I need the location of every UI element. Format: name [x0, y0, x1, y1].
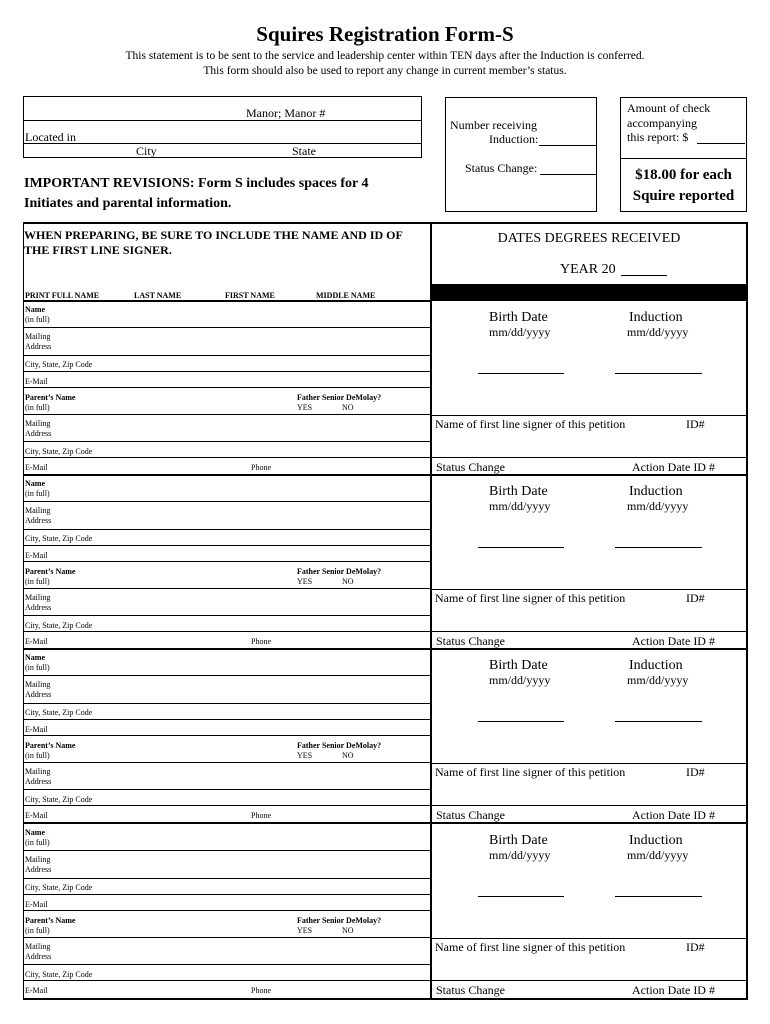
entry-3-birth-date-label: Birth Date — [489, 658, 548, 673]
entry-3-email-label: E-Mail — [25, 725, 48, 734]
entry-4-induction-date-format: mm/dd/yyyy — [627, 848, 689, 862]
entry-1-address-field[interactable] — [23, 355, 431, 356]
entry-2-city-field[interactable] — [23, 545, 431, 546]
manor-label: Manor; Manor # — [246, 106, 326, 120]
entry-3-parent-city-field[interactable] — [23, 805, 431, 806]
entry-1-induction-date-format: mm/dd/yyyy — [627, 325, 689, 339]
important-revisions: IMPORTANT REVISIONS: Form S includes spaces for 4 Initiates and parental information. — [24, 176, 369, 211]
entry-2-city-state-zip-label: City, State, Zip Code — [25, 534, 93, 543]
entry-2-name-label: Name — [25, 479, 45, 488]
entry-4-father-senior-label: Father Senior DeMolay? — [297, 916, 382, 925]
entry-2-induction-date-format: mm/dd/yyyy — [627, 499, 689, 513]
amount-label-2: accompanying — [627, 116, 697, 130]
entry-3-parent-address-label: Address — [25, 777, 52, 786]
preparing-note: WHEN PREPARING, BE SURE TO INCLUDE THE NAME AND ID OF THE FIRST LINE SIGNER. — [24, 228, 403, 257]
entry-4-email-field[interactable] — [23, 910, 431, 911]
entry-1-parent-address-label: Address — [25, 429, 52, 438]
entry-1-in-full-label: (in full) — [25, 315, 50, 324]
amount-label-1: Amount of check — [627, 101, 711, 115]
entry-2-in-full-label: (in full) — [25, 489, 50, 498]
entry-1-address-label: Address — [25, 342, 52, 351]
entry-1-father-senior-label: Father Senior DeMolay? — [297, 393, 382, 402]
manor-field[interactable] — [23, 120, 422, 121]
induction-count-label: Induction: — [489, 132, 539, 146]
year-field[interactable] — [621, 275, 667, 276]
price-line-2: Squire reported — [632, 188, 735, 204]
entry-2-email-label: E-Mail — [25, 551, 48, 560]
entry-1-city-field[interactable] — [23, 371, 431, 372]
entry-3-parent-city-label: City, State, Zip Code — [25, 795, 93, 804]
entry-3-email-field[interactable] — [23, 735, 431, 736]
entry-2-mailing-label: Mailing — [25, 506, 51, 515]
entry-1-name-label: Name — [25, 305, 45, 314]
entry-4-city-field[interactable] — [23, 894, 431, 895]
entry-2-induction-label: Induction — [629, 484, 683, 499]
entry-4-address-field[interactable] — [23, 878, 431, 879]
header-black-bar — [431, 284, 747, 301]
entry-3-name-label: Name — [25, 653, 45, 662]
main-frame-left — [23, 222, 24, 1000]
subtitle-line-2: This form should also be used to report any change in current member’s status. — [203, 65, 567, 77]
entry-4-parents-name-field[interactable] — [23, 937, 431, 938]
entry-4-parent-email-label: E-Mail — [25, 986, 48, 995]
entry-4-parent-mailing-label: Mailing — [25, 942, 51, 951]
entry-1-induction-date-field[interactable] — [615, 373, 702, 374]
entry-1-signer-id-label: ID# — [686, 417, 705, 431]
entry-2-address-label: Address — [25, 516, 52, 525]
entry-1-birth-date-field[interactable] — [478, 373, 564, 374]
entry-2-parents-in-full-label: (in full) — [25, 577, 50, 586]
located-label: Located in — [25, 130, 76, 144]
entry-4-action-date-id-label: Action Date ID # — [632, 983, 715, 997]
entry-1-no-option: NO — [342, 403, 354, 412]
entry-1-parents-in-full-label: (in full) — [25, 403, 50, 412]
number-receiving-label: Number receiving — [450, 118, 537, 132]
entry-2-separator — [23, 648, 748, 650]
entry-2-parent-address-field[interactable] — [23, 615, 431, 616]
entry-2-induction-date-field[interactable] — [615, 547, 702, 548]
entry-2-parent-email-label: E-Mail — [25, 637, 48, 646]
amount-field[interactable] — [697, 143, 745, 144]
entry-1-status-divider — [431, 457, 747, 458]
entry-2-signer-id-label: ID# — [686, 591, 705, 605]
entry-2-parents-name-field[interactable] — [23, 588, 431, 589]
entry-3-induction-date-format: mm/dd/yyyy — [627, 673, 689, 687]
col-first-name: FIRST NAME — [225, 291, 275, 300]
entry-4-status-divider — [431, 980, 747, 981]
number-receiving-box — [445, 97, 597, 212]
entry-2-phone-label: Phone — [251, 637, 271, 646]
entry-1-status-change-label: Status Change — [436, 460, 505, 474]
city-label: City — [136, 144, 157, 158]
entry-3-parents-name-field[interactable] — [23, 762, 431, 763]
column-header-underline — [23, 300, 431, 302]
entry-4-name-field[interactable] — [23, 850, 431, 851]
col-middle-name: MIDDLE NAME — [316, 291, 376, 300]
entry-2-father-senior-label: Father Senior DeMolay? — [297, 567, 382, 576]
entry-4-email-label: E-Mail — [25, 900, 48, 909]
entry-3-address-field[interactable] — [23, 703, 431, 704]
entry-2-signer-divider — [431, 589, 747, 590]
entry-1-city-state-zip-label: City, State, Zip Code — [25, 360, 93, 369]
entry-4-parents-name-label: Parent’s Name — [25, 916, 76, 925]
entry-3-parent-address-field[interactable] — [23, 789, 431, 790]
dates-header: DATES DEGREES RECEIVED — [497, 231, 681, 246]
price-line-1: $18.00 for each — [635, 167, 732, 183]
entry-1-first-line-signer-label: Name of first line signer of this petition — [435, 417, 626, 431]
entry-3-address-label: Address — [25, 690, 52, 699]
subtitle-line-1: This statement is to be sent to the service and leadership center within TEN days after the Induction is conferred. — [125, 50, 645, 62]
entry-4-in-full-label: (in full) — [25, 838, 50, 847]
entry-1-parent-city-label: City, State, Zip Code — [25, 447, 93, 456]
entry-3-city-state-zip-label: City, State, Zip Code — [25, 708, 93, 717]
entry-3-parent-email-label: E-Mail — [25, 811, 48, 820]
entry-4-parents-in-full-label: (in full) — [25, 926, 50, 935]
entry-1-name-field[interactable] — [23, 327, 431, 328]
col-last-name: LAST NAME — [134, 291, 182, 300]
entry-4-no-option: NO — [342, 926, 354, 935]
entry-1-parent-email-label: E-Mail — [25, 463, 48, 472]
entry-2-parent-city-label: City, State, Zip Code — [25, 621, 93, 630]
entry-3-phone-label: Phone — [251, 811, 271, 820]
amount-divider — [620, 158, 747, 159]
entry-4-parent-city-label: City, State, Zip Code — [25, 970, 93, 979]
entry-1-birth-date-label: Birth Date — [489, 310, 548, 325]
entry-2-parent-city-field[interactable] — [23, 631, 431, 632]
entry-2-yes-option: YES — [297, 577, 313, 586]
entry-1-separator — [23, 474, 748, 476]
entry-1-parent-city-field[interactable] — [23, 457, 431, 458]
entry-4-parent-address-label: Address — [25, 952, 52, 961]
entry-3-mailing-label: Mailing — [25, 680, 51, 689]
entry-1-parents-name-label: Parent’s Name — [25, 393, 76, 402]
entry-4-first-line-signer-label: Name of first line signer of this petition — [435, 940, 626, 954]
manor-box — [23, 96, 422, 158]
entry-4-yes-option: YES — [297, 926, 313, 935]
entry-2-no-option: NO — [342, 577, 354, 586]
entry-3-action-date-id-label: Action Date ID # — [632, 808, 715, 822]
entry-4-mailing-label: Mailing — [25, 855, 51, 864]
entry-1-parents-name-field[interactable] — [23, 414, 431, 415]
entry-4-birth-date-label: Birth Date — [489, 833, 548, 848]
state-label: State — [292, 144, 316, 158]
entry-3-yes-option: YES — [297, 751, 313, 760]
entry-2-birth-date-label: Birth Date — [489, 484, 548, 499]
entry-4-induction-label: Induction — [629, 833, 683, 848]
entry-1-birth-date-format: mm/dd/yyyy — [489, 325, 551, 339]
entry-2-parents-name-label: Parent’s Name — [25, 567, 76, 576]
entry-1-parent-mailing-label: Mailing — [25, 419, 51, 428]
induction-count-field[interactable] — [539, 145, 596, 146]
entry-3-signer-divider — [431, 763, 747, 764]
entry-2-parent-address-label: Address — [25, 603, 52, 612]
year-label: YEAR 20 — [560, 262, 616, 277]
entry-1-phone-label: Phone — [251, 463, 271, 472]
entry-3-birth-date-field[interactable] — [478, 721, 564, 722]
entry-3-no-option: NO — [342, 751, 354, 760]
entry-1-email-label: E-Mail — [25, 377, 48, 386]
col-print-full-name: PRINT FULL NAME — [25, 291, 100, 300]
entry-4-name-label: Name — [25, 828, 45, 837]
entry-3-induction-label: Induction — [629, 658, 683, 673]
entry-2-status-divider — [431, 631, 747, 632]
entry-3-signer-id-label: ID# — [686, 765, 705, 779]
entry-3-parents-name-label: Parent’s Name — [25, 741, 76, 750]
located-field[interactable] — [23, 143, 422, 144]
entry-4-parent-address-field[interactable] — [23, 964, 431, 965]
amount-label-3: this report: $ — [627, 130, 689, 144]
entry-4-status-change-label: Status Change — [436, 983, 505, 997]
main-frame-top — [23, 222, 748, 224]
entry-2-first-line-signer-label: Name of first line signer of this petition — [435, 591, 626, 605]
entry-2-birth-date-field[interactable] — [478, 547, 564, 548]
entry-3-parents-in-full-label: (in full) — [25, 751, 50, 760]
entry-4-signer-id-label: ID# — [686, 940, 705, 954]
entry-3-city-field[interactable] — [23, 719, 431, 720]
entry-2-action-date-id-label: Action Date ID # — [632, 634, 715, 648]
entry-4-birth-date-format: mm/dd/yyyy — [489, 848, 551, 862]
entry-4-signer-divider — [431, 938, 747, 939]
main-frame-bottom — [23, 998, 748, 1000]
entry-3-first-line-signer-label: Name of first line signer of this petition — [435, 765, 626, 779]
entry-3-in-full-label: (in full) — [25, 663, 50, 672]
main-frame-middle — [430, 222, 432, 1000]
entry-3-name-field[interactable] — [23, 675, 431, 676]
entry-3-birth-date-format: mm/dd/yyyy — [489, 673, 551, 687]
status-change-count-field[interactable] — [540, 174, 596, 175]
entry-3-induction-date-field[interactable] — [615, 721, 702, 722]
entry-2-email-field[interactable] — [23, 561, 431, 562]
entry-4-induction-date-field[interactable] — [615, 896, 702, 897]
entry-2-status-change-label: Status Change — [436, 634, 505, 648]
entry-3-status-change-label: Status Change — [436, 808, 505, 822]
form-title: Squires Registration Form-S — [256, 22, 514, 46]
entry-3-father-senior-label: Father Senior DeMolay? — [297, 741, 382, 750]
entry-4-parent-city-field[interactable] — [23, 980, 431, 981]
entry-1-mailing-label: Mailing — [25, 332, 51, 341]
entry-3-separator — [23, 822, 748, 824]
entry-2-address-field[interactable] — [23, 529, 431, 530]
status-change-count-label: Status Change: — [465, 161, 538, 175]
entry-4-birth-date-field[interactable] — [478, 896, 564, 897]
entry-1-parent-address-field[interactable] — [23, 441, 431, 442]
entry-2-birth-date-format: mm/dd/yyyy — [489, 499, 551, 513]
entry-4-address-label: Address — [25, 865, 52, 874]
entry-1-induction-label: Induction — [629, 310, 683, 325]
entry-2-name-field[interactable] — [23, 501, 431, 502]
entry-3-status-divider — [431, 805, 747, 806]
entry-2-parent-mailing-label: Mailing — [25, 593, 51, 602]
entry-4-phone-label: Phone — [251, 986, 271, 995]
main-frame-right — [746, 222, 748, 1000]
entry-1-yes-option: YES — [297, 403, 313, 412]
entry-1-action-date-id-label: Action Date ID # — [632, 460, 715, 474]
entry-1-signer-divider — [431, 415, 747, 416]
entry-4-city-state-zip-label: City, State, Zip Code — [25, 883, 93, 892]
entry-1-email-field[interactable] — [23, 387, 431, 388]
entry-3-parent-mailing-label: Mailing — [25, 767, 51, 776]
